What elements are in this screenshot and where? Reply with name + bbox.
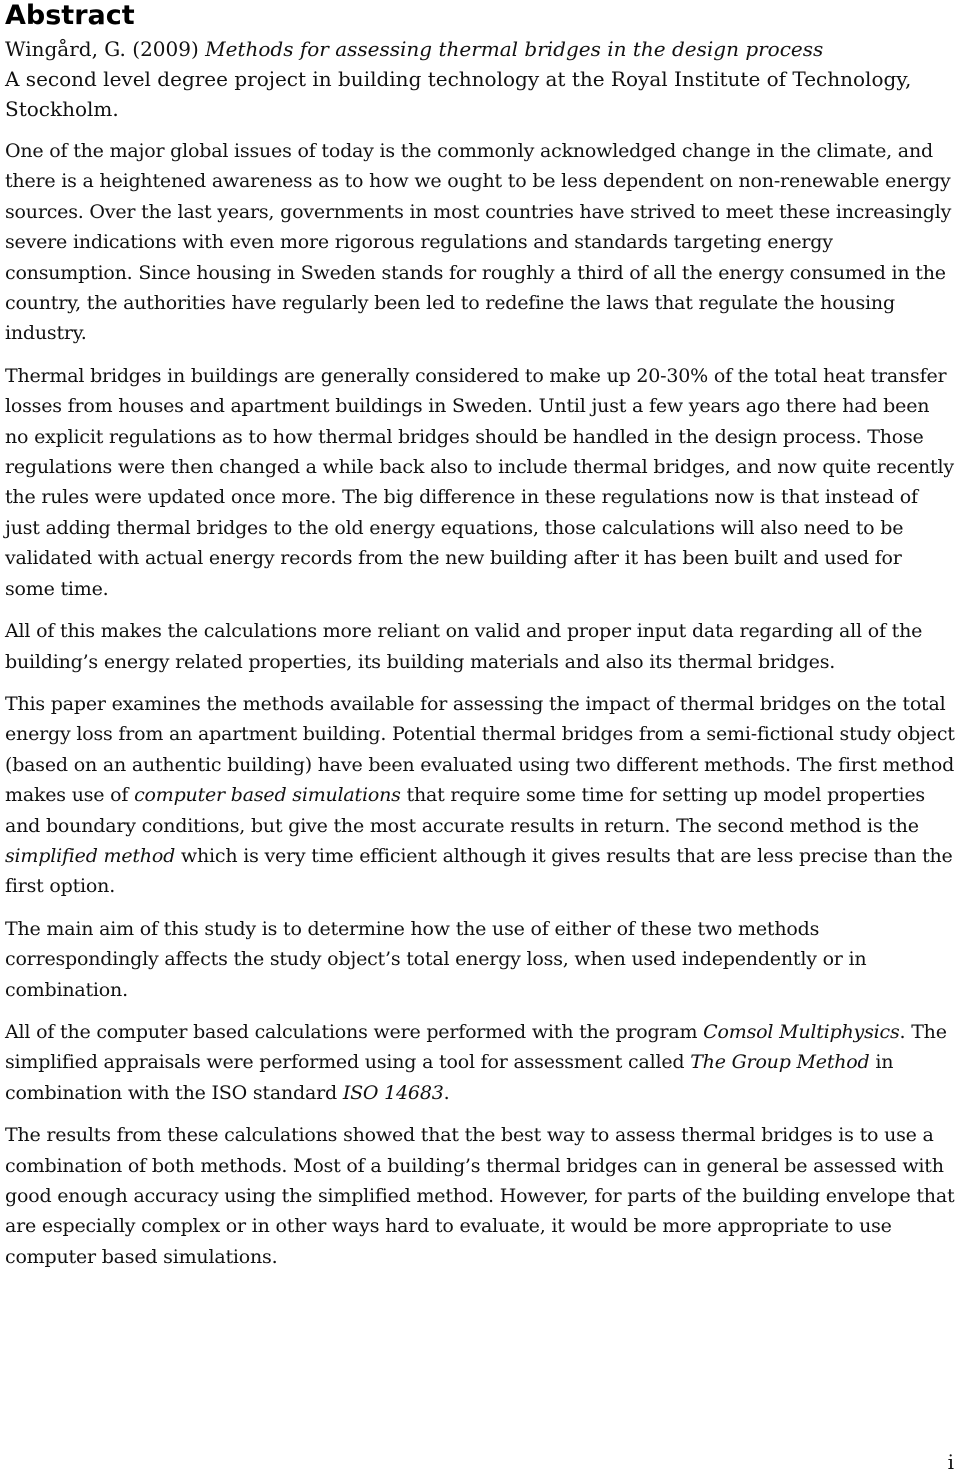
paragraph-6-emphasis-group-method: The Group Method (690, 1051, 870, 1074)
document-page (5, 0, 957, 1284)
paragraph-6-part-c: . The simplified appraisals were performed using a tool for assessment called (5, 1020, 947, 1074)
paragraph-6-part-a: All of the computer based calculations were performed with the program (5, 1020, 704, 1043)
paragraph-4-emphasis-simplified: simplified method (5, 844, 176, 867)
paragraph-2: Thermal bridges in buildings are generally considered to make up 20-30% of the total heat transfer losses from houses and apartment buildings in Sweden. Until just a few years ago there had been no explicit regulations as to how thermal bridges should be handled in the design process. Those regulations were then changed a while back also to include thermal bridges, and now quite recently the rules were updated once more. The big difference in these regulations now is that instead of just adding thermal bridges to the old energy equations, those calculations will also need to be validated with actual energy records from the new building after it has been built and used for some time. (5, 364, 954, 600)
paragraph-4-part-a: This paper examines the methods available for assessing the impact of thermal bridges on the total energy loss from an apartment building. Potential thermal bridges from a semi-fictional study object (based on an authentic building) have been evaluated using two different methods. The first method makes use of (5, 692, 955, 807)
paragraph-6-part-e: in combination with the ISO standard (5, 1051, 894, 1104)
paragraph-7: The results from these calculations showed that the best way to assess thermal bridges is to use a combination of both methods. Most of a building’s thermal bridges can in general be assessed with good enough accuracy using the simplified method. However, for parts of the building envelope that are especially complex or in other ways hard to evaluate, it would be more appropriate to use computer based simulations. (5, 1124, 955, 1268)
paragraph-6-emphasis-comsol: Comsol Multiphysics (703, 1020, 900, 1043)
paragraph-1: One of the major global issues of today is the commonly acknowledged change in the climate, and there is a heightened awareness as to how we ought to be less dependent on non-renewable energy sources. Over the last years, governments in most countries have strived to meet these increasingly severe indications with even more rigorous regulations and standards targeting energy consumption. Since housing in Sweden stands for roughly a third of all the energy consumed in the country, the authorities have regularly been led to redefine the laws that regulate the housing industry. (5, 140, 952, 345)
citation (5, 34, 957, 124)
paragraph-4 (5, 689, 957, 902)
paragraph-4-part-e: which is very time efficient although it gives results that are less precise than the first option. (5, 844, 953, 898)
paragraph-3: All of this makes the calculations more reliant on valid and proper input data regarding all of the building’s energy related properties, its building materials and also its thermal bridges. (5, 620, 923, 673)
paragraph-4-part-c: that require some time for setting up model properties and boundary conditions, but give the most accurate results in return. The second method is the (5, 784, 925, 837)
paragraph-6 (5, 1017, 957, 1108)
paragraph-6-emphasis-iso: ISO 14683 (342, 1081, 444, 1104)
paragraph-5: The main aim of this study is to determine how the use of either of these two methods correspondingly affects the study object’s total energy loss, when used independently or in combination. (5, 917, 867, 1001)
citation-project: A second level degree project in building technology at the Royal Institute of Technology, Stockholm. (5, 67, 912, 121)
citation-title: Methods for assessing thermal bridges in the design process (205, 37, 824, 61)
paragraph-4-emphasis-simulations: computer based simulations (134, 784, 401, 807)
paragraph-6-part-g: . (443, 1081, 450, 1104)
abstract-heading: Abstract (5, 0, 135, 31)
page-number: i (947, 1450, 954, 1474)
citation-author-year: Wingård, G. (2009) (5, 37, 206, 61)
